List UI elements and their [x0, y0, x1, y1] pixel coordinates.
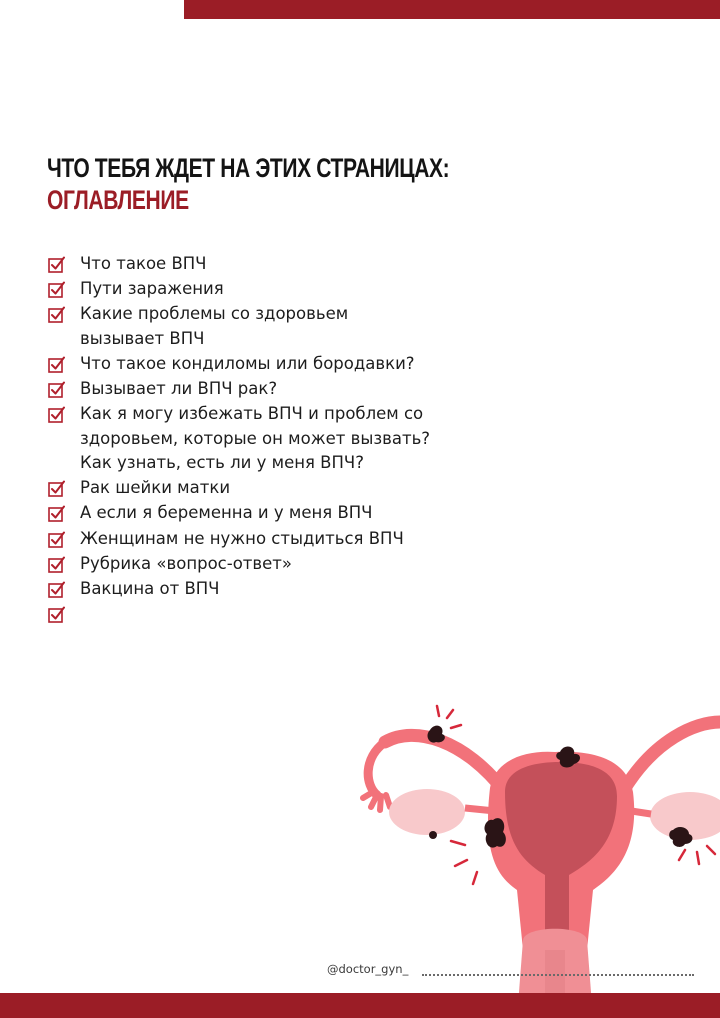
toc-item: [48, 527, 430, 552]
toc-item: [48, 377, 430, 402]
checkbox-checked-icon: [48, 406, 65, 423]
toc-item: [48, 352, 430, 377]
checkbox-checked-icon: [48, 480, 65, 497]
checkbox-checked-icon: [48, 505, 65, 522]
toc-item-line: А если я беременна и у меня ВПЧ: [80, 503, 373, 523]
toc-item-text: [80, 527, 404, 552]
toc-item-text: [80, 302, 348, 351]
checkbox-checked-icon: [48, 256, 65, 273]
toc-item: [48, 302, 430, 351]
checkbox-checked-icon: [48, 381, 65, 398]
toc-item: [48, 252, 430, 277]
toc-item-text: [80, 352, 415, 377]
toc-item-line: Как узнать, есть ли у меня ВПЧ?: [80, 453, 364, 473]
toc-item-line: Что такое кондиломы или бородавки?: [80, 353, 415, 373]
toc-item: [48, 577, 430, 602]
checkbox-checked-icon: [48, 581, 65, 598]
toc-item: [48, 501, 430, 526]
footer-dotted-line: [422, 974, 694, 976]
toc-item-text: [80, 552, 292, 577]
toc-item: [48, 402, 430, 476]
toc-item-text: [80, 277, 224, 302]
checkbox-checked-icon: [48, 306, 65, 323]
toc-item: [48, 277, 430, 302]
checkbox-checked-icon: [48, 606, 65, 623]
toc-item-line: Вызывает ли ВПЧ рак?: [80, 378, 278, 398]
toc-item-line: Женщинам не нужно стыдиться ВПЧ: [80, 528, 404, 548]
table-of-contents: [48, 252, 430, 623]
toc-item-text: [80, 577, 220, 602]
checkbox-checked-icon: [48, 281, 65, 298]
toc-item-text: [80, 252, 206, 277]
page-title: [47, 152, 449, 216]
toc-item-line: вызывает ВПЧ: [80, 328, 205, 348]
social-handle[interactable]: @doctor_gyn_: [327, 962, 412, 976]
toc-item-line: Вакцина от ВПЧ: [80, 578, 220, 598]
toc-item-line: Рубрика «вопрос-ответ»: [80, 553, 292, 573]
top-accent-bar: [184, 0, 720, 19]
checkbox-checked-icon: [48, 556, 65, 573]
toc-item-line: Что такое ВПЧ: [80, 254, 207, 273]
toc-item-text: [80, 476, 230, 501]
title-line-1: ЧТО ТЕБЯ ЖДЕТ НА ЭТИХ СТРАНИЦАХ:: [47, 153, 450, 183]
toc-item-text: [80, 377, 277, 402]
toc-item-line: Пути заражения: [80, 279, 224, 299]
toc-item-line: здоровьем, которые он может вызвать?: [80, 428, 431, 448]
bottom-accent-bar: [0, 993, 720, 1018]
toc-item-line: Как я могу избежать ВПЧ и проблем со: [80, 404, 424, 424]
checkbox-checked-icon: [48, 531, 65, 548]
toc-item-text: [80, 402, 430, 476]
checkbox-checked-icon: [48, 356, 65, 373]
toc-item: [48, 476, 430, 501]
title-line-2: ОГЛАВЛЕНИЕ: [47, 185, 189, 215]
toc-item-line: Какие проблемы со здоровьем: [80, 304, 349, 324]
toc-item-text: [80, 501, 373, 526]
toc-item-line: Рак шейки матки: [80, 478, 231, 498]
toc-item: [48, 552, 430, 577]
toc-item: [48, 602, 430, 623]
